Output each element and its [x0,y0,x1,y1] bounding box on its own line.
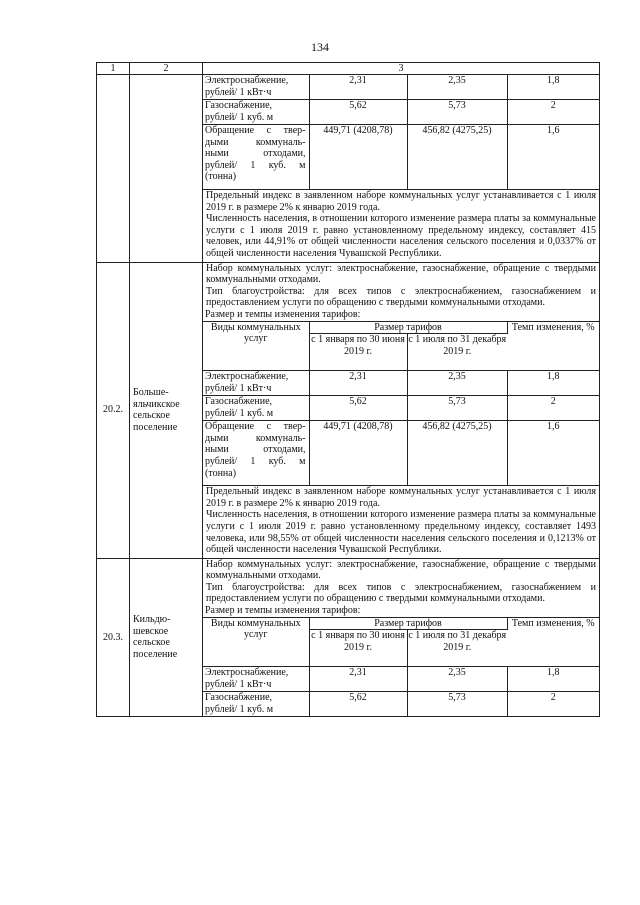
settlement-row [97,262,600,558]
tariff-value-h1: 2,31 [309,371,407,396]
tariff-table-caption: Размер и темпы изменения тарифов: [205,605,361,617]
column-number-1: 1 [97,63,130,75]
column-number-2: 2 [130,63,203,75]
tariff-name [203,421,309,486]
tariff-row-electricity [203,667,599,692]
tariff-value-h2: 456,82 (4275,25) [407,421,507,486]
tariff-table-header-row [203,617,599,630]
tariff-name-line: рублей/ 1 куб. м [205,159,306,171]
population-paragraph: Численность населения, в отношении которого изменение размера платы за коммунальные услуги с 1 июля 2019 г. равно установленному предельному индексу, составляет 1493 человека, или 98,55% от общей численности населения сельского поселения и 0,1213% от общей численности населения Чувашской Республики. [206,509,596,556]
tariff-name-line: рублей/ 1 куб. м [205,455,306,467]
services-set-paragraph: Набор коммунальных услуг: электроснабжение, газоснабжение, обращение с твердыми коммунальными отходами. [206,262,596,286]
page-number: 134 [311,40,329,54]
settlement-number: 20.2. [97,262,130,558]
tariff-value-h1: 5,62 [309,396,407,421]
tariff-value-h1: 449,71 (4208,78) [309,125,407,190]
header-period-2: с 1 июля по 31 декабря 2019 г. [407,630,507,667]
population-paragraph: Численность населения, в отношении которого изменение размера платы за коммунальные услуги с 1 июля 2019 г. равно установленному предельному индексу, составляет 415 человек, или 44,91% от общей численности населения сельского поселения и 0,0337% от общей численности населения Чувашской Республики. [206,213,596,259]
tariff-change-rate: 1,8 [507,667,599,692]
tariff-change-rate: 1,8 [507,371,599,396]
improvement-type-paragraph: Тип благоустройства: для всех типов с электроснабжением, газоснабжением и предоставлением услуги по обращению с твердыми коммунальными отходами. [206,285,596,309]
tariff-table-caption: Размер и темпы изменения тарифов: [205,308,361,320]
tariff-row-electricity [203,75,599,100]
tariff-value-h2: 5,73 [407,396,507,421]
header-period-1: с 1 января по 30 июня 2019 г. [309,334,407,371]
header-kinds: Виды коммунальных услуг [203,617,309,667]
column-number-header-row [97,63,600,75]
tariff-change-rate: 1,6 [507,125,599,190]
tariff-value-h1: 449,71 (4208,78) [309,421,407,486]
header-period-2: с 1 июля по 31 декабря 2019 г. [407,334,507,371]
limit-index-paragraph: Предельный индекс в заявленном наборе коммунальных услуг устанавливается с 1 июля 2019 г. в размере 2% к январю 2019 года. [206,486,596,509]
tariff-name: Газоснабжение, рублей/ 1 куб. м [203,692,309,717]
tariff-change-rate: 2 [507,396,599,421]
header-period-1: с 1 января по 30 июня 2019 г. [309,630,407,667]
tariff-name-line: Обращение с твер- [205,125,306,136]
tariff-name-line: дыми коммуналь- [205,136,306,148]
column-number-3: 3 [203,63,600,75]
tariff-change-rate: 2 [550,692,556,704]
settlement-number-cell [97,75,130,263]
tariff-row-waste [203,125,599,190]
tariff-value-h1: 2,31 [309,75,407,100]
tariff-row-electricity [203,371,599,396]
settlement-name-cell [130,75,203,263]
tariff-value-h2: 2,35 [407,75,507,100]
tariff-row-gas [203,692,599,717]
tariff-value-h1: 5,62 [309,100,407,125]
settlement-number: 20.3. [97,558,130,717]
limit-index-paragraph: Предельный индекс в заявленном наборе коммунальных услуг устанавливается с 1 июля 2019 г. в размере 2% к январю 2019 года. [206,190,596,213]
tariff-name-line: дыми коммуналь- [205,432,306,444]
tariff-change-rate: 1,6 [507,421,599,486]
tariff-change-rate: 2 [507,100,599,125]
header-kinds: Виды коммунальных услуг [203,321,309,371]
tariff-change-rate: 1,8 [507,75,599,100]
header-change-rate: Темп изменения, % [507,321,599,371]
tariff-row-gas [203,100,599,125]
tariff-value-h2: 2,35 [407,371,507,396]
tariff-document-table [96,62,600,717]
tariff-value-h1: 5,62 [309,692,407,717]
tariff-name-line: ными отходами, [205,148,306,160]
tariff-name-line: (тонна) [205,467,237,479]
tariff-table [203,321,599,487]
tariff-name-line: Обращение с твер- [205,421,306,433]
tariff-name [203,125,309,190]
header-change-rate: Темп изменения, % [507,617,599,667]
tariff-value-h2: 5,73 [407,100,507,125]
tariff-row-gas [203,396,599,421]
tariff-name-line: ными отходами, [205,444,306,456]
tariff-name: Электроснабжение, рублей/ 1 кВт·ч [203,667,309,692]
improvement-type-paragraph: Тип благоустройства: для всех типов с электроснабжением, газоснабжением и предоставлением услуги по обращению с твердыми коммунальными отходами. [206,581,596,605]
tariff-row-waste [203,421,599,486]
tariff-name: Электроснабжение, рублей/ 1 кВт·ч [203,75,309,100]
header-tariff-size: Размер тарифов [309,321,507,334]
tariff-name: Электроснабжение, рублей/ 1 кВт·ч [203,371,309,396]
services-set-paragraph: Набор коммунальных услуг: электроснабжение, газоснабжение, обращение с твердыми коммунальными отходами. [206,558,596,582]
tariff-table-header-row [203,321,599,334]
tariff-value-h2: 5,73 [407,692,507,717]
tariff-value-h1: 2,31 [309,667,407,692]
tariff-name-line: (тонна) [205,171,237,183]
tariff-table [203,75,599,190]
tariff-value-h2: 2,35 [407,667,507,692]
tariff-value-h2: 456,82 (4275,25) [407,125,507,190]
tariff-name: Газоснабжение, рублей/ 1 куб. м [203,396,309,421]
tariff-table [203,617,599,717]
header-tariff-size: Размер тарифов [309,617,507,630]
settlement-row-continued [97,75,600,263]
settlement-row [97,558,600,717]
tariff-name: Газоснабжение, рублей/ 1 куб. м [203,100,309,125]
settlement-name: Больше-яльчикское сельское поселение [130,262,203,558]
settlement-name: Кильдю-шевское сельское поселение [130,558,203,717]
